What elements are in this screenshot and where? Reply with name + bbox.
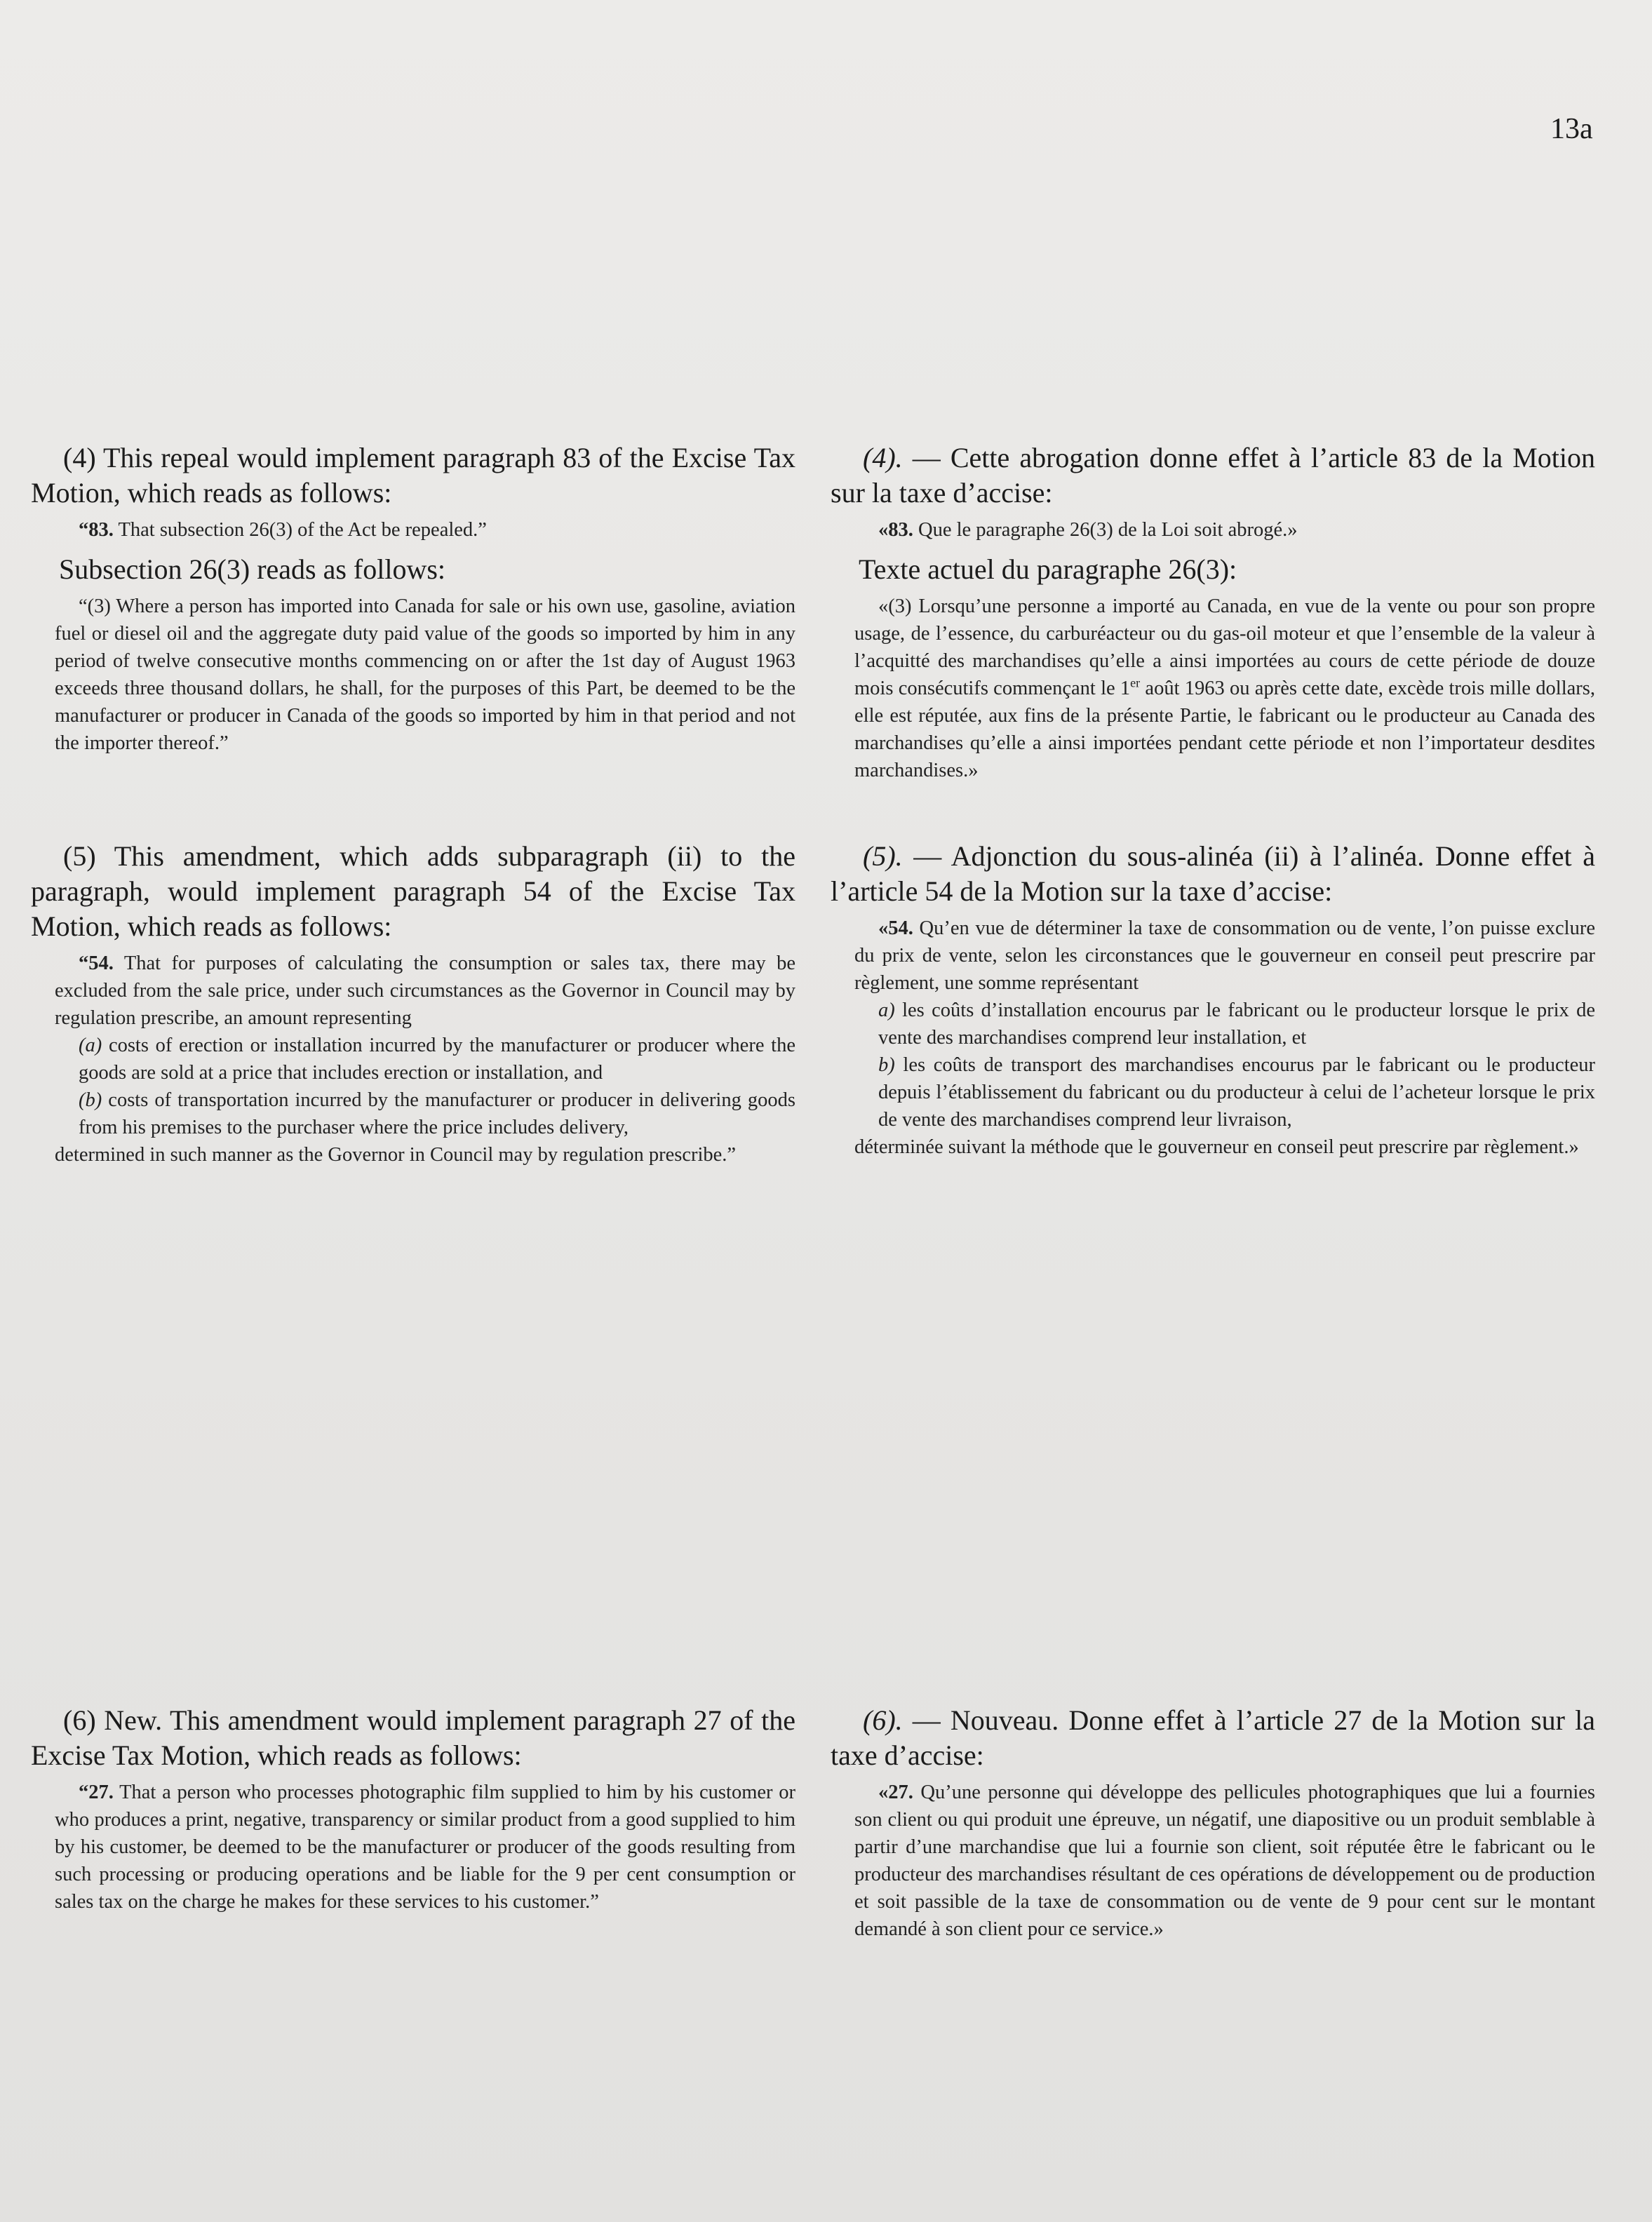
french-s4-subheading: Texte actuel du paragraphe 26(3): [859, 553, 1237, 585]
english-s6-heading: (6) New. This amendment would implement paragraph 27 of the Excise Tax Motion, which reads as follows: [31, 1704, 795, 1771]
french-s6-heading-text: — Nouveau. Donne effet à l’article 27 de la Motion sur la taxe d’accise: [831, 1704, 1595, 1771]
english-s5-item-a [79, 1032, 795, 1086]
english-s5-item-b [79, 1086, 795, 1141]
english-s4-subheading: Subsection 26(3) reads as follows: [59, 553, 446, 585]
french-s4-heading [831, 440, 1595, 511]
french-s4-heading-number: (4). [863, 442, 903, 473]
french-s4-quote-number: «83. [878, 519, 913, 541]
english-s4-quote [55, 516, 795, 544]
english-s5-item-b-text: costs of transportation incurred by the manufacturer or producer in delivering goods from his premises to the purchaser where the price includes delivery, [79, 1089, 795, 1138]
french-s5-item-b-label: b) [878, 1054, 895, 1076]
french-s5-quote-text: Qu’en vue de déterminer la taxe de consommation ou de vente, l’on puisse exclure du prix de vente, selon les circonstances que le gouverneur en conseil peut prescrire par règlement, une somme représentant [854, 917, 1595, 994]
french-section-6 [831, 1703, 1595, 1943]
french-s6-quote-number: «27. [878, 1782, 913, 1803]
english-s5-heading: (5) This amendment, which adds subparagraph (ii) to the paragraph, would implement paragraph 54 of the Excise Tax Motion, which reads as follows: [31, 840, 795, 942]
french-s4-quote [854, 516, 1595, 544]
french-s4-body [854, 593, 1595, 784]
english-s6-quote-text: That a person who processes photographic film supplied to him by his customer or who produces a print, negative, transparency or similar product from a good supplied to him by his customer, be deemed to be the manufacturer or producer of the goods resulting from such processing or producing operations and be liable for the 9 per cent consumption or sales tax on the charge he makes for these services to his customer.” [55, 1782, 795, 1913]
french-s5-quote-number: «54. [878, 917, 913, 939]
french-s5-item-a-label: a) [878, 999, 895, 1021]
french-s4-quote-text: Que le paragraphe 26(3) de la Loi soit abrogé.» [913, 519, 1298, 541]
french-s6-quote [854, 1779, 1595, 1943]
english-section-4 [31, 440, 795, 757]
french-s5-item-b [878, 1051, 1595, 1133]
english-s4-quote-number: “83. [79, 519, 114, 541]
english-s6-quote [55, 1779, 795, 1915]
french-section-4 [831, 440, 1595, 784]
english-s5-item-a-label: (a) [79, 1035, 102, 1056]
english-section-6 [31, 1703, 795, 1915]
french-s5-item-b-text: les coûts de transport des marchandises encourus par le fabricant ou le producteur depuis l’établissement du fabricant ou du producteur à celui de l’acheteur lorsque le prix de vente des marchandises comprend leur livraison, [878, 1054, 1595, 1131]
french-s4-heading-text: — Cette abrogation donne effet à l’article 83 de la Motion sur la taxe d’accise: [831, 442, 1595, 509]
french-s6-heading-number: (6). [863, 1704, 903, 1736]
french-s5-tail: déterminée suivant la méthode que le gouverneur en conseil peut prescrire par règlement.» [854, 1136, 1579, 1158]
french-s5-heading-text: — Adjonction du sous-alinéa (ii) à l’alinéa. Donne effet à l’article 54 de la Motion sur la taxe d’accise: [831, 840, 1595, 907]
french-s6-quote-text: Qu’une personne qui développe des pellicules photographiques que lui a fournies son client ou qui produit une épreuve, un négatif, une diapositive ou un produit semblable à partir d’une marchandise que lui a fournie son client, soit réputée être le fabricant ou le producteur des marchandises résultant de ces opérations de développement ou de production et soit passible de la taxe de consommation ou de vente de 9 pour cent sur le montant demandé à son client pour ce service.» [854, 1782, 1595, 1940]
english-s5-quote-number: “54. [79, 952, 114, 974]
english-s4-body: “(3) Where a person has imported into Canada for sale or his own use, gasoline, aviation fuel or diesel oil and the aggregate duty paid value of the goods so imported by him in any period of twelve consecutive months commencing on or after the 1st day of August 1963 exceeds three thousand dollars, he shall, for the purposes of this Part, be deemed to be the manufacturer or producer in Canada of the goods so imported by him in that period and not the importer thereof.” [55, 595, 795, 754]
french-s4-body-superscript: er [1130, 675, 1141, 690]
french-s5-item-a-text: les coûts d’installation encourus par le fabricant ou le producteur lorsque le prix de vente des marchandises comprend leur installation, et [878, 999, 1595, 1049]
english-s5-item-b-label: (b) [79, 1089, 102, 1111]
english-s4-heading: (4) This repeal would implement paragraph 83 of the Excise Tax Motion, which reads as follows: [31, 442, 795, 509]
page-number: 13a [1550, 113, 1593, 145]
english-s4-quote-text: That subsection 26(3) of the Act be repealed.” [113, 519, 487, 541]
french-s4-body-part1: «(3) Lorsqu’une personne a importé au Canada, en vue de la vente ou pour son propre usage, de l’essence, du carburéacteur ou du gas-oil moteur et que l’ensemble de la valeur à l’acquitté des marchandises qu’elle a ainsi importées au cours de cette période de douze mois consécutifs commençant le 1 [854, 595, 1595, 699]
french-s6-heading [831, 1703, 1595, 1773]
french-s5-heading [831, 839, 1595, 909]
english-s5-quote [55, 950, 795, 1032]
english-s6-quote-number: “27. [79, 1782, 114, 1803]
french-s5-heading-number: (5). [863, 840, 903, 872]
english-s5-tail: determined in such manner as the Governor in Council may by regulation prescribe.” [55, 1144, 737, 1166]
french-section-5 [831, 839, 1595, 1161]
english-s5-quote-text: That for purposes of calculating the consumption or sales tax, there may be excluded from the sale price, under such circumstances as the Governor in Council may by regulation prescribe, an amount representing [55, 952, 795, 1029]
french-s4-body-part2: août 1963 ou après cette date, excède trois mille dollars, elle est réputée, aux fins de la présente Partie, le fabricant ou le producteur au Canada des marchandises qu’elle a ainsi importées pendant cette période et non l’importateur desdites marchandises.» [854, 678, 1595, 781]
french-s5-quote [854, 915, 1595, 997]
english-s5-item-a-text: costs of erection or installation incurred by the manufacturer or producer where the goods are sold at a price that includes erection or installation, and [79, 1035, 795, 1084]
french-s5-item-a [878, 997, 1595, 1051]
english-section-5 [31, 839, 795, 1169]
